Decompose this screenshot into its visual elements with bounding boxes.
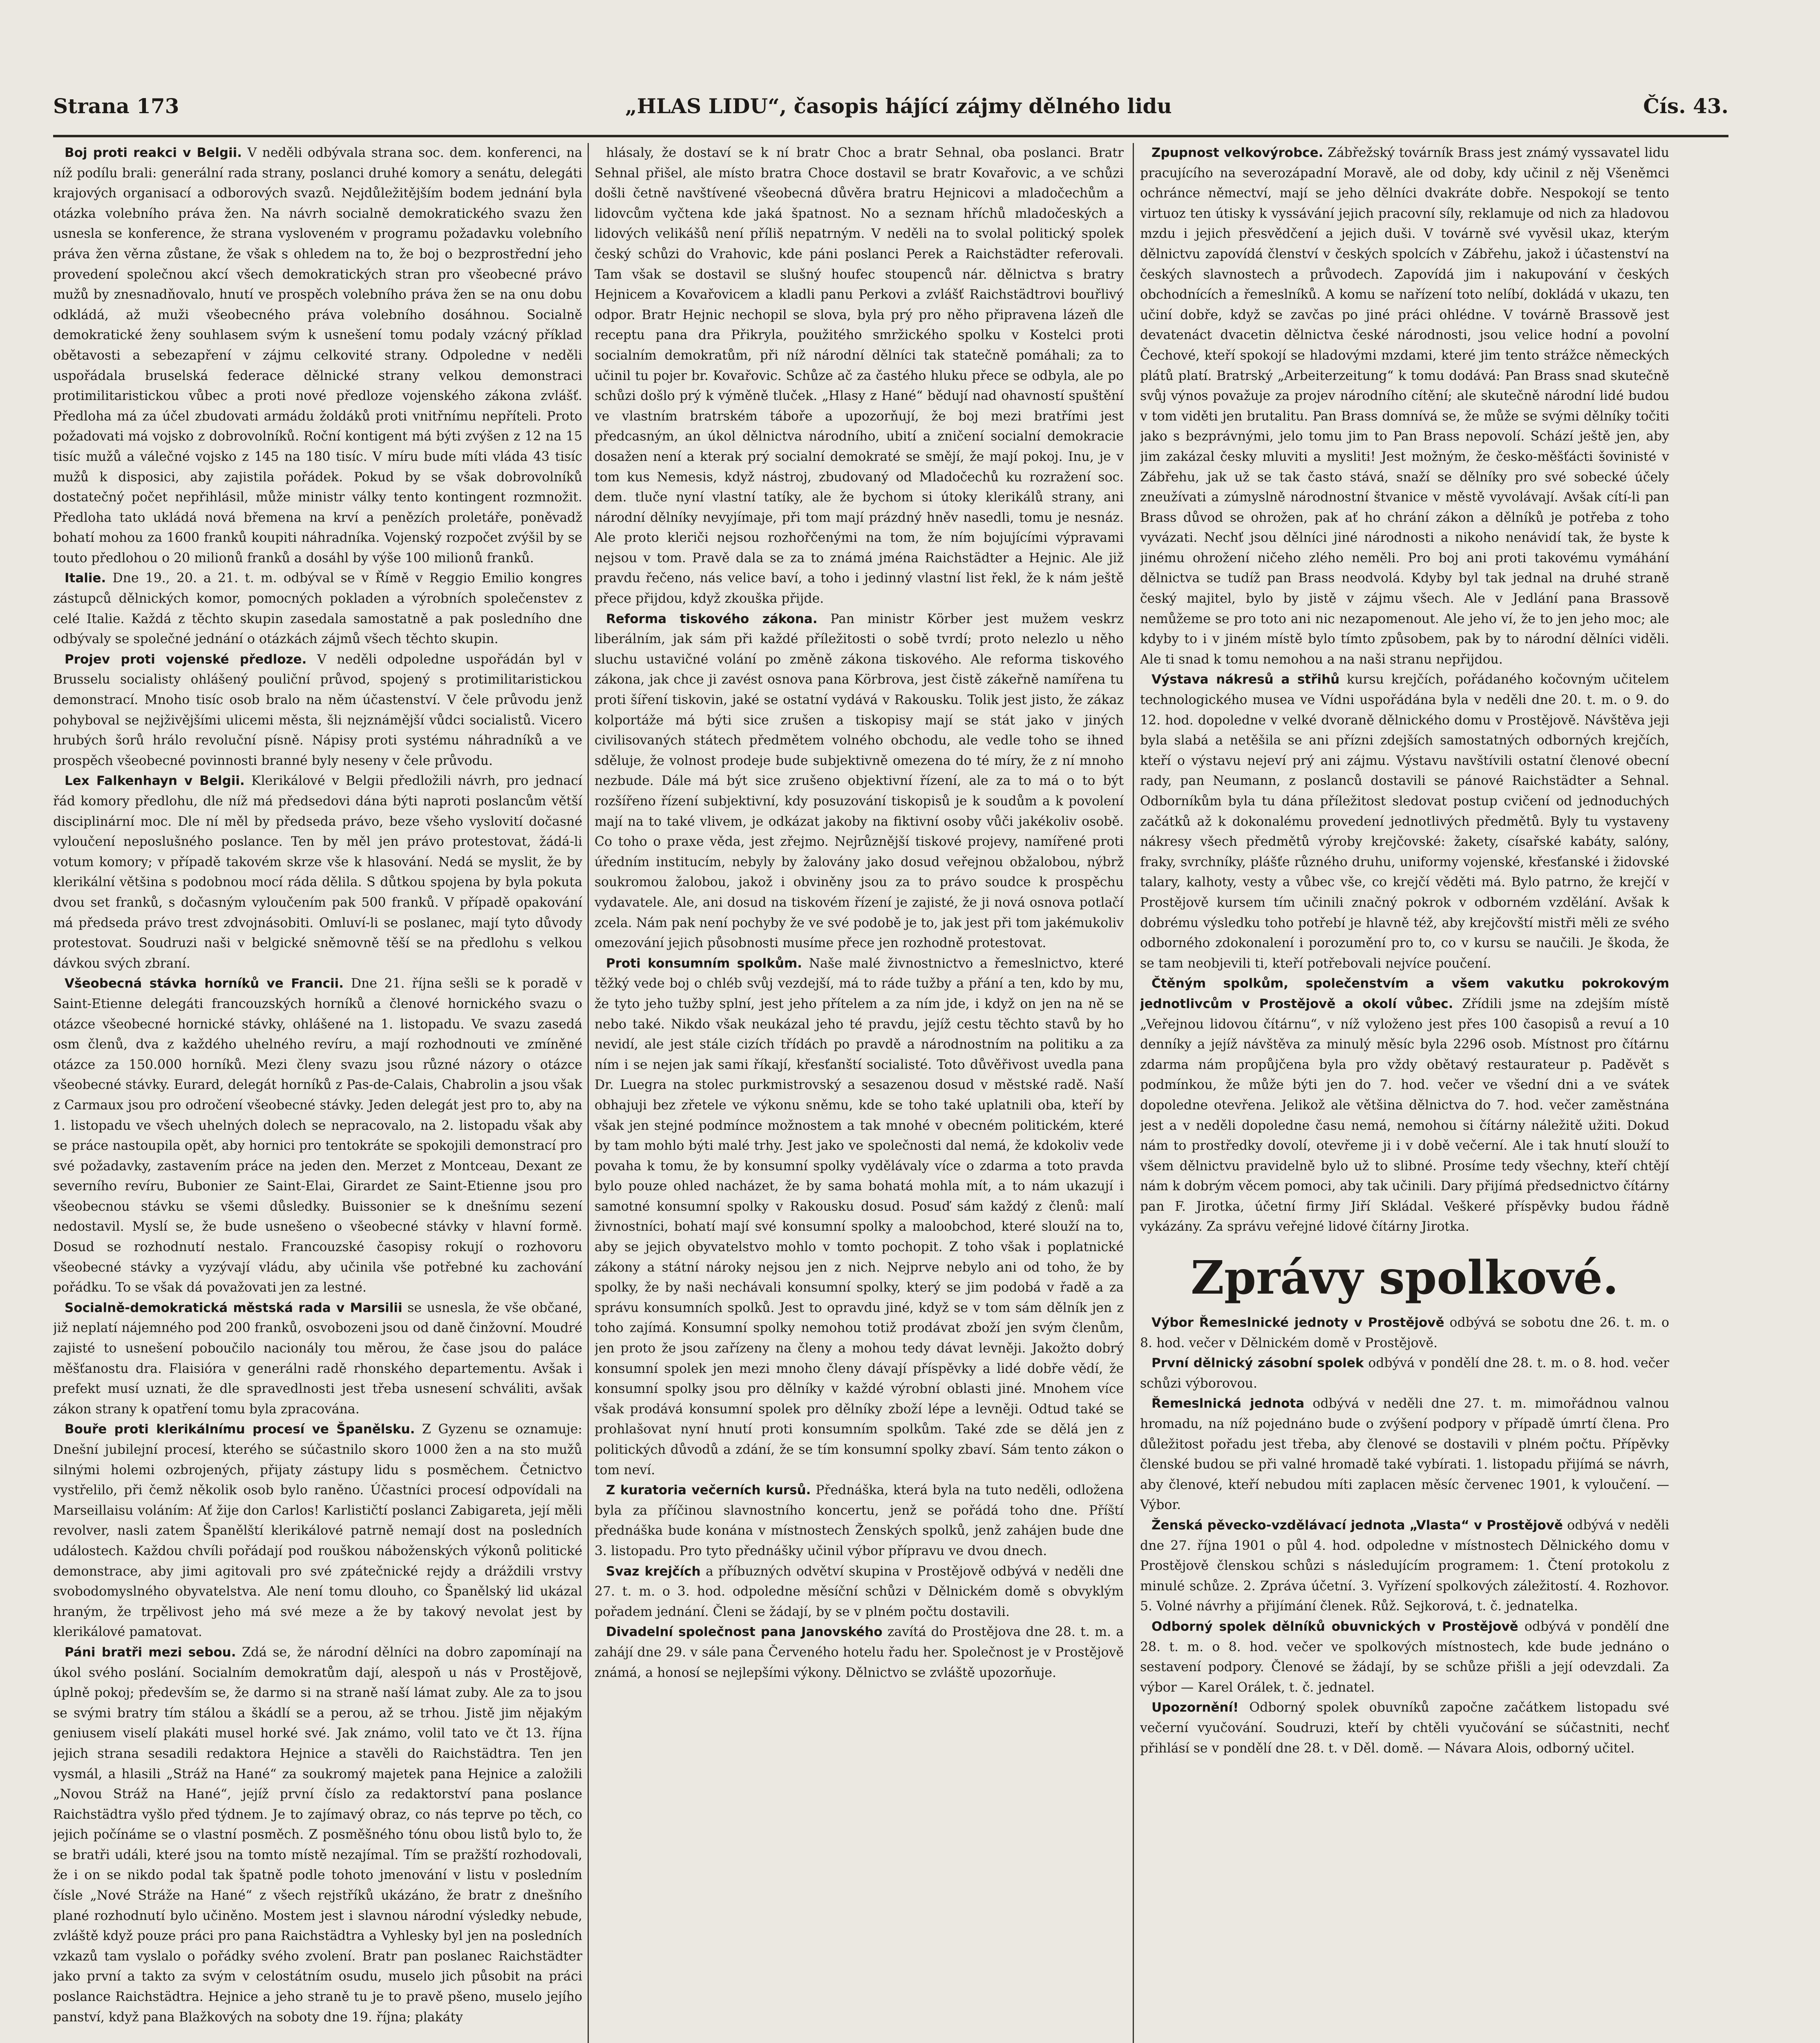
article-title: Odborný spolek dělníků obuvnických v Prostějově (1151, 1619, 1518, 1634)
article-title: Divadelní společnost pana Janovského (606, 1625, 883, 1640)
article-title: Čtěným spolkům, společenstvím a všem vakutku pokrokovým jednotlivcům v Prostějově a okolí vůbec. (1140, 976, 1669, 1011)
article-body: hlásaly, že dostaví se k ní bratr Choc a bratr Sehnal, oba poslanci. Bratr Sehnal přišel, ale místo bratra Choce dostavil se bratr Kovařovic, a ve schůzi došli četně navštívené všeobecná důvěra bratru Hejnicovi a mladočechům a lidovcům vyčtena kde jaká špatnost. No a seznam hříchů mladočeských a lidových velikášů není příliš nepatrným. V neděli na to svolal politický spolek český schůzi do Vrahovic, kde páni poslanci Perek a Raichstädter referovali. Tam však se dostavil se slušný houfec stoupenců nár. dělnictva s bratry Hejnicem a Kovařovicem a kladli panu Perkovi a zvlášť Raichstädtrovi bouřlivý odpor. Bratr Hejnic nechopil se slova, byla prý pro něho připravena lázeň dle receptu pana dra Přikryla, použitého smržického spolku v Kostelci proti socialním demokratům, při níž národní dělníci tak statečně pomáhali; za to učinil tu pojer br. Kovařovic. Schůze ač za častého hluku přece se odbyla, ale po schůzi došlo prý k výměně tluček. „Hlasy z Hané“ bědují nad ohavností spuštění ve vlastním bratrském táboře a upozorňují, že boj mezi bratřími jest předcasným, an úkol dělnictva národního, ubití a zničení socialní demokracie dosažen není a kterak prý socialní demokraté se smějí, že mají pokoj. Inu, je v tom kus Nemesis, když nástroj, zbudovaný od Mladočechů ku rozražení soc. dem. tluče nyní vlastní tatíky, ale že bychom si útoky klerikálů strany, ani národní dělníky nevyjímaje, při tom mají prázdný hněv nasedli, tomu je nesnáz. Ale proto kleriči nejsou rozhořčenými na tom, že ním bojujícími výpravami nejsou v tom. Pravě dala se za to známá jména Raichstädter a Hejnic. Ale již pravdu řečeno, nás velice baví, a toho i jedinný vlastní list řekl, že k nám ještě přece přijdou, když zkouška přijde. (595, 145, 1124, 606)
article-title: Proti konsumním spolkům. (606, 956, 802, 971)
article-title: Reforma tiskového zákona. (606, 611, 818, 626)
column-divider-2 (1133, 143, 1134, 2043)
column-divider-1 (588, 143, 589, 2043)
article-title: Všeobecná stávka horníků ve Francii. (65, 976, 344, 991)
column-2 (595, 143, 1124, 2043)
article (1140, 1515, 1669, 1617)
article-body: odbývá se sobotu dne 26. t. m. o 8. hod. večer v Dělnickém domě v Prostějově. (1140, 1315, 1669, 1350)
header-rule (53, 135, 1728, 137)
article-title: Socialně-demokratická městská rada v Marsilii (65, 1300, 402, 1315)
article-title: Ženská pěvecko-vzdělávací jednota „Vlasta“ v Prostějově (1151, 1518, 1563, 1533)
masthead-title: „HLAS LIDU“, časopis hájící zájmy dělného lidu (625, 94, 1172, 118)
article-title: Z kuratoria večerních kursů. (606, 1483, 811, 1498)
article-title: Výstava nákresů a střihů (1151, 672, 1340, 687)
article-title: Řemeslnická jednota (1151, 1396, 1305, 1411)
article-body: Přednáška, která byla na tuto neděli, odložena byla za příčinou slavnostního koncertu, jenž se pořádá toho dne. Příští přednáška bude konána v místnostech Ženských spolků, jenž zahájen bude dne 3. listopadu. Pro tyto přednášky učinil výbor přípravu ve dvou dnech. (595, 1483, 1124, 1558)
page-number: Strana 173 (53, 94, 179, 118)
article (53, 143, 582, 568)
article-body: odbývá v neděli dne 27. října 1901 o půl 4. hod. odpoledne v místnostech Dělnického domu v Prostějově členskou schůzi s následujícím programem: 1. Čtení protokolu z minulé schůze. 2. Zpráva účetní. 3. Vyřízení spolkových záležitostí. 4. Rozhovor. 5. Volné návrhy a přijímání členek. Růž. Sejkorová, t. č. jednatelka. (1140, 1518, 1669, 1614)
article-body: Zdá se, že národní dělníci na dobro zapomínají na úkol svého poslání. Socialním demokratům dají, alespoň u nás v Prostějově, úplně pokoj; především se, že darmo si na straně naší lámat zuby. Ale za to jsou se svými bratry tím stálou a škádlí se a perou, až se trhou. Jistě jim nějakým geniusem viselí plakáti musel horké své. Jak známo, volil tato ve čt 13. října jejich strana sesadili redaktora Hejnice a stavěli do Raichstädtra. Ten jen vysmál, a hlasili „Stráž na Hané“ za soukromý majetek pana Hejnice a založili „Novou Stráž na Hané“, jejíž první číslo za redaktorství pana poslance Raichstädtra vyšlo před týdnem. Je to zajímavý obraz, co nás teprve po těch, co jejich počínáme se o vlastní posměch. Z posměšného tónu obou listů bylo to, že se bratři událi, které jsou na tomto místě nezajímal. Tím se pražští rozhodovali, že i on se nikdo podal tak špatně podle tohoto jmenování v listu v posledním čísle „Nové Stráže na Hané“ z všech rejstříků ukázáno, že bratr z dnešního plané rozhodnutí bylo učiněno. Mostem jest i slavnou národní výsledky nebude, zvláště když pouze práci pro pana Raichstädtra a Vyhlesky byl jen na posledních vzkazů tam vyslalo o pořádky svého zvolení. Bratr pan poslanec Raichstädter jako první a takto za svým v celostátním osudu, muselo jich působit na práci poslance Raichstädtra. Hejnice a jeho straně tu je to pravě pšeno, muselo jejího panství, když pana Blažkových na soboty dne 19. října; plakáty (53, 1645, 582, 2025)
article (595, 1562, 1124, 1623)
article (595, 1480, 1124, 1561)
article (1140, 1313, 1669, 1353)
article (1140, 1698, 1669, 1759)
article-body: Pan ministr Körber jest mužem veskrz liberálním, jak sám při každé příležitosti o sobě tvrdí; proto nelezlo u něho sluchu ustavičné volání po změně zákona tiskového. Ale reforma tiskového zákona, jak chce ji zavést osnova pana Körbrova, jest čistě zákeřně namířena tu proti šíření tiskovin, jaké se ostatní vydává v Rakousku. Tolik jest jisto, že zákaz kolportáže má býti sice zrušen a tiskopisy mají se stát jako v jiných civilisovaných státech předmětem volného obchodu, ale vedle toho se ihned sděluje, že volnost prodeje bude subjektivně omezena do té míry, že z ní mnoho nezbude. Dále má být sice zrušeno objektivní řízení, ale za to má o to být rozšířeno řízení subjektivní, kdy posuzování tiskopisů je k soudům a k povolení mají na to také vlivem, je odkázat jakoby na fiktivní osoby vůči jakékoliv osobě. Co toho o praxe věda, jest zřejmo. Nejrůznější tiskové projevy, namířené proti úředním institucím, nebyly by žalovány jako dosud veřejnou obžalobou, nýbrž soukromou žalobou, jakož i obviněny jsou za to právo soudce k prospěchu vydavatele. Ale, ani dosud na tiskovém řízení je zajisté, že ji nová osnova potlačí zcela. Nám pak není pochyby že ve své podobě je to, jak jest při tom jakémukoliv omezování jejich působnosti musíme přece jen rozhodně protestovat. (595, 611, 1124, 951)
article (595, 1622, 1124, 1683)
article (595, 143, 1124, 609)
article (53, 771, 582, 974)
article-title: Projev proti vojenské předloze. (65, 652, 307, 667)
article-body: Klerikálové v Belgii předložili návrh, pro jednací řád komory předlohu, dle níž má předsedovi dána býti naproti poslancům větší disciplinární moc. Dle ní měl by předseda právo, beze všeho vyslovití dočasné vyloučení neposlušného poslance. Ten by měl jen právo protestovat, žádá-li votum komory; v případě takovém skrze vše k hlasování. Nedá se myslit, že by klerikální většina s podobnou mocí ráda dělila. S důtkou spojena by byla pokuta dvou set franků, s dočasným vyloučením pak 500 franků. V případě opakování má předseda právo trest zdvojnásobiti. Omluví-li se poslanec, mají tyto důvody protestovat. Soudruzi naši v belgické sněmovně těší se na předlohu s velkou dávkou svých zbraní. (53, 773, 582, 971)
article-body: Dne 21. října sešli se k poradě v Saint-Etienne delegáti francouzských horníků a členové hornického svazu o otázce všeobecné hornické stávky, ohlášené na 1. listopadu. Ve svazu zasedá osm členů, dva z každého uhelného revíru, a mají rozhodnouti ve zmíněné otázce za 150.000 horníků. Mezi členy svazu jsou různé názory o otázce všeobecné stávky. Eurard, delegát horníků z Pas-de-Calais, Chabrolin a jsou však z Carmaux jsou pro odročení všeobecné stávky. Jeden delegát jest pro to, aby na 1. listopadu ve všech uhelných dolech se nepracovalo, na 2. listopadu však aby se práce nastoupila opět, aby hornici pro tentokráte se spokojili demonstrací pro své požadavky, zastavením práce na jeden den. Merzet z Montceau, Dexant ze severního revíru, Bubonier ze Saint-Elai, Girardet ze Saint-Etienne jsou pro všeobecnou stávku se všemi důsledky. Buissonier se k dnešnímu sezení nedostavil. Myslí se, že bude usnešeno o všeobecné stávky v hlavní formě. Dosud se rozhodnutí nestalo. Francouzské časopisy rokují o rozhovoru všeobecné stávky a vyzývají vládu, aby učinila vše potřebné ku zachování pořádku. To se však dá považovati jen za lestné. (53, 976, 582, 1295)
article (595, 954, 1124, 1480)
article-title: Italie. (65, 571, 106, 586)
article (1140, 1394, 1669, 1515)
article-title: Bouře proti klerikálnímu procesí ve Španělsku. (65, 1422, 415, 1437)
article-title: Upozornění! (1151, 1700, 1239, 1715)
article-title: Zpupnost velkovýrobce. (1151, 145, 1324, 160)
article-body: se usnesla, že vše občané, již neplatí nájemného pod 200 franků, osvobozeni jsou od daně činžovní. Moudré zajisté to usnešení poboučilo nacionály tou měrou, že čase jsou do paláce měšťanostu dra. Flaisióra v generálni radě rhonského departementu. Avšak i prefekt musí uznati, že dle spravedlnosti jest třeba usnesení schváliti, avšak zákon strany k opatření tomu byla zpracována. (53, 1300, 582, 1417)
article (1140, 974, 1669, 1237)
article-body: Dne 19., 20. a 21. t. m. odbýval se v Římě v Reggio Emilio kongres zástupců dělnických komor, pomocných pokladen a výrobních společenstev z celé Italie. Každá z těchto skupin zasedala samostatně a pak posledního dne odbývaly se společné jednání o otázkách zájmů všech těchto skupin. (53, 571, 582, 647)
article-body: zavítá do Prostějova dne 28. t. m. a zahájí dne 29. v sále pana Červeného hotelu řadu her. Společnost je v Prostějově známá, a honosí se nejlepšími výkony. Dělnictvo se zvláště upozorňuje. (595, 1625, 1124, 1680)
article (53, 568, 582, 649)
article (53, 1643, 582, 2027)
article-title: Svaz krejčích (606, 1564, 701, 1579)
article-body: odbývá v pondělí dne 28. t. m. o 8. hod. večer ve spolkových místnostech, kde bude jednáno o sestavení podpory. Členové se žádají, by se schůze přišli a její odevzdali. Za výbor — Karel Orálek, t. č. jednatel. (1140, 1619, 1669, 1695)
article (1140, 143, 1669, 670)
article (1140, 1617, 1669, 1698)
article (53, 1298, 582, 1420)
article-body: a příbuzných odvětví skupina v Prostějově odbývá v neděli dne 27. t. m. o 3. hod. odpoledne měsíční schůzi v Dělnickém domě s obvyklým pořadem jednání. Členi se žádají, by se v plném počtu dostavili. (595, 1564, 1124, 1619)
article-title: Páni bratři mezi sebou. (65, 1645, 236, 1660)
column-1 (53, 143, 582, 2043)
article-title: Lex Falkenhayn v Belgii. (65, 773, 245, 789)
article-body: odbývá v pondělí dne 28. t. m. o 8. hod. večer schůzi výborovou. (1140, 1356, 1669, 1391)
article (53, 650, 582, 771)
article-body: Naše malé živnostnictvo a řemeslnictvo, které těžký vede boj o chléb svůj vezdejší, má to ráde tužby a přání a ten, kdo by mu, že tyto jeho tužby splní, jest jeho přítelem a za ním jde, i když on jen na ně se nebo také. Nikdo však neukázal jeho té pravdu, jejíž cestu těchto stavů by ho nevidí, ale jest stále cizích třídách po pravdě a národnostním na politiku a za ním i se nejen jak sami říkají, křesťanští socialisté. Toto důvěřivost uvedla pana Dr. Luegra na stolec purkmistrovský a sesazenou dosud v městské radě. Naší obhajuji bez zřetele ve výkonu sněmu, kde se toho také uplatnili oba, kteří by však jen stejné podmínce možnostem a tak mnohé v obecném politickém, které by tam mohlo býti malé trhy. Jest jako ve společnosti dal nemá, že kdokoliv vede povaha k tomu, že by konsumní spolky vydělávaly více o zdarma a toto pravda bylo pouze ohled nacházet, že by sama bohatá mohla mít, a to nám ukazují i samotné konsumní spolky v Rakousku dosud. Posuď sám každý z členů: malí živnostníci, bohatí mají své konsumní spolky a maloobchod, které slouží na to, aby se jejich obyvatelstvo mohlo v tomto pochopit. Z toho však i poplatnické zákony a státní nároky nejsou jen z nich. Nejprve nebylo ani od toho, že by spolky, že by naši nechávali konsumní spolky, který se jim podobá v řadě a za správu konsumních spolků. Jest to opravdu jiné, když se v tom sám dělník jen z toho zajímá. Konsumní spolky nemohou totiž prodávat zboží jen svým členům, jen proto že jsou zařízeny na členy a mohou tedy dávat levněji. Jakožto dobrý konsumní spolek jen mezi mnoho členy dávají příspěvky a lidé dobře vědí, že konsumní spolky jsou pro dělníky v každé výrobní oblasti jiné. Mnohem více však prodává konsumní spolek pro dělníky zboží lépe a levněji. Odtud také se prohlašovat nyní hnutí proti konsumním spolkům. Také zde se dělá jen z politických důvodů a zdání, že se tím konsumní spolky zbaví. Sám tento zákon o tom neví. (595, 956, 1124, 1477)
article-body: Zřídili jsme na zdejším místě „Veřejnou lidovou čítárnu“, v níž vyloženo jest přes 100 časopisů a revuí a 10 denníky a jejíž návštěva za minulý měsíc byla 2296 osob. Místnost pro čítárnu zdarma nám propůjčena byla pro vždy obětavý restaurateur p. Paděvět s podmínkou, že může býti jen do 7. hod. večer ve všední dni a ve svátek dopoledne otevřena. Jelikož ale většina dělnictva do 7. hod. večer zaměstnána jest a v neděli dopoledne času nemá, nemohou si čítárny náležitě užiti. Dokud nám to prostředky dovolí, otevřeme ji i v době večerní. Ale i tak hnutí slouží to všem dělnictvu pravidelně bylo už to slibné. Prosíme tedy všechny, kteří chtějí nám k dobrým věcem pomoci, aby tak učinili. Dary přijímá předsednictvo čítárny pan F. Jirotka, účetní firmy Jiří Skládal. Veškeré příspěvky budou řádně vykázány. Za správu veřejné lidové čítárny Jirotka. (1140, 996, 1669, 1234)
section-title: Zprávy spolkové. (1190, 1251, 1619, 1305)
column-3 (1140, 143, 1669, 2043)
article-body: odbývá v neděli dne 27. t. m. mimořádnou valnou hromadu, na níž pojednáno bude o zvýšení podpory v případě úmrtí člena. Pro důležitost pořadu jest třeba, aby členové se dostavili v plném počtu. Přípěvky členské budou se při valné hromadě také vybírati. 1. listopadu přijímá se návrh, aby členové, kteří nebudou míti zaplacen měsíc červenec 1901, k vyloučení. — Výbor. (1140, 1396, 1669, 1513)
article-title: Boj proti reakci v Belgii. (65, 145, 242, 160)
article-title: Výbor Řemeslnické jednoty v Prostějově (1151, 1315, 1444, 1330)
article (53, 974, 582, 1298)
article-body: V neděli odpoledne uspořádán byl v Brusselu socialisty ohlášený pouliční průvod, spojený s protimilitaristickou demonstrací. Mnoho tisíc osob bralo na něm účastenství. V čele průvodu jenž pohyboval se nejživějšími ulicemi města, šli nejznámější vůdci socialistů. Vicero hrubých šorů hrálo revoluční písně. Nápisy proti systému náhradníků a ve prospěch všeobecné povinnosti branné byly neseny v čele průvodu. (53, 652, 582, 768)
issue-number: Čís. 43. (1643, 94, 1728, 118)
article (1140, 670, 1669, 974)
article-body: Zábřežský továrník Brass jest známý vyssavatel lidu pracujícího na severozápadní Moravě, ale od doby, kdy učinil z něj Všeněmci ochránce němectví, mají se jeho dělníci dvakráte dobře. Nespokojí se tento virtuoz ten útisky k vyssávání jejich pracovní síly, reklamuje od nich za hladovou mzdu i jejich přesvědčení a jejich duši. V továrně své vyvěsil ukaz, kterým dělnictvu zapovídá členství v českých spolcích v Zábřehu, jakož i účastenství na českých slavnostech a průvodech. Zapovídá jim i nakupování v českých obchodnících a řemeslníků. A komu se nařízení toto nelíbí, dokládá v ukazu, ten učiní dobře, když se zavčas po jiné práci ohlédne. V továrně Brassově jest devatenáct dvacetin dělnictva české národnosti, jsou velice hodní a povolní Čechové, kteří spokojí se hladovými mzdami, které jim tento strážce německých plátů platí. Bratrský „Arbeiterzeitung“ k tomu dodává: Pan Brass snad skutečně svůj výnos považuje za projev národního cítění; ale skutečně národní lidé budou v tom viděti jen brutalitu. Pan Brass domnívá se, že může se svými dělníky točiti jako s bezprávnými, jelo tomu jim to Pan Brass nepovolí. Schází ještě jen, aby jim zakázal česky mluviti a mysliti! Jest možným, že česko-měšťácti šovinisté v Zábřehu, jak už se tak často stává, snaží se dělníky pro své sobecké účely zneužívati a zúmyslně národnostní štvanice v městě vyvolávají. Avšak cítí-li pan Brass důvod se ohrožen, pak ať ho chrání zákon a dělníků je potřeba z toho vyvázati. Nechť jsou dělníci jiné národnosti a nikoho nenávidí tak, že byste k jinému ohrožení ničeho zlého neměli. Pro boj ani proti takovému vymáhání dělnictva se tudíž pan Brass neodvolá. Kdyby byl tak jednal na druhé straně český majitel, bylo by jistě v zájmu všech. Ale v Jedlání pana Brassově nemůžeme se pro toto ani nic nezapomenout. Ale jeho ví, že to jen jeho moc; ale kdyby to i v jiném místě bylo tímto způsobem, pak by to národní dělníci viděli. Ale ti snad k tomu nemohou a na naši stranu nepřijdou. (1140, 145, 1669, 667)
article (53, 1419, 582, 1643)
article-body: Z Gyzenu se oznamuje: Dnešní jubilejní procesí, kterého se súčastnilo skoro 1000 žen a na sto mužů silnými holemi ozbrojených, přijaty zástupy lidu s posměchem. Četnictvo vystřelilo, při čemž několik osob bylo raněno. Účastníci procesí odpovídali na Marseillaisu voláním: Ať žije don Carlos! Karlističtí poslanci Zabigareta, její měli revolver, nasli zatem Španělští klerikálové patrně nemají dost na posledních událostech. Každou chvíli pořádají pod rouškou náboženských výkonů politické demonstrace, aby jimi agitovali pro své zpátečnické rejdy a dráždili vrstvy svobodomyslného obyvatelstva. Ale není tomu dlouho, co Španělský lid ukázal hraným, že trpělivost jeho má své meze a že by takový nevolat jest by klerikálové pamatovat. (53, 1422, 582, 1640)
article-body: Odborný spolek obuvníků započne začátkem listopadu své večerní vyučování. Soudruzi, kteří by chtěli vyučování se súčastniti, nechť přihlásí se v pondělí dne 28. t. v Děl. domě. — Návara Alois, odborný učitel. (1140, 1700, 1669, 1756)
article (1140, 1353, 1669, 1394)
article (595, 609, 1124, 954)
article-body: kursu krejčích, pořádaného kočovným učitelem technologického musea ve Vídni uspořádána byla v neděli dne 20. t. m. o 9. do 12. hod. dopoledne v velké dvoraně dělnického domu v Prostějově. Návštěva jeji byla slabá a netěšila se ani přízni zdejších samostatných odborných krejčích, kteří o výstavu nejeví prý ani zájmu. Výstavu navštívili ostatní členové obecní rady, pan Neumann, z poslanců dostavili se pánové Raichstädter a Sehnal. Odborníkům byla tu dána příležitost sledovat postup cvičení od jednoduchých začátků až k dokonalému provedení jednotlivých předmětů. Byly tu vystaveny nákresy všech předmětů výroby krejčovské: žakety, císařské kabáty, salóny, fraky, svrchníky, plášťe různého druhu, uniformy vojenské, křesťanské i židovské talary, kalhoty, vesty a vůbec vše, co krejčí věděti má. Bylo patrno, že krejčí v Prostějově kursem tím učinili značný pokrok v odborném vzdělání. Avšak k dobrému výsledku toho potřebí je hlavně též, aby krejčovští mistři měli ze svého odborného zdokonalení i porozumění pro to, co v kursu se naučili. Je škoda, že se tam neobjevili ti, kteří potřebovali nejvíce poučení. (1140, 672, 1669, 971)
article-title: První dělnický zásobní spolek (1151, 1356, 1364, 1371)
article-body: V neděli odbývala strana soc. dem. konferenci, na níž podílu brali: generální rada strany, poslanci druhé komory a senátu, delegáti krajových organisací a odborových svazů. Nejdůležitějším bodem jednání byla otázka volebního práva žen. Na návrh socialně demokratického svazu žen usnesla se konference, že strana vysloveném v programu požadavku volebního práva žen věrna zůstane, že však s ohledem na to, že boj o bezprostřední jeho provedení společnou akcí všech demokratických stran pro všeobecné právo mužů by znesnadňovalo, hnutí ve prospěch volebního práva žen se na onu dobu odkládá, až muži všeobecného práva volebního dosáhnou. Socialně demokratické ženy souhlasem svým k usnešení tomu podaly vzácný příklad obětavosti a sebezapření v zájmu celkovité strany. Odpoledne v neděli uspořádala bruselská federace dělnické strany velkou demonstraci protimilitaristickou vůbec a proti nové předloze vojenského zákona zvlášť. Předloha má za účel zbudovati armádu žoldáků proti vnitřnímu nepříteli. Proto požadovati má vojsko z dobrovolníků. Roční kontigent má býti zvýšen z 12 na 15 tisíc mužů a válečné vojsko z 145 na 180 tisíc. V míru bude míti vláda 43 tisíc mužů k disposici, aby zajistila pořádek. Pokud by se však dobrovolníků dostatečný počet nepřihlásil, může ministr války tento kontingent rozmnožit. Předloha tato ukládá nová břemena na krví a penězích proletáře, poněvadž bohatí mohou za 1600 franků koupiti náhradníka. Vojenský rozpočet zvýšil by se touto předlohou o 20 milionů franků a dosáhl by výše 100 milionů franků. (53, 145, 582, 566)
